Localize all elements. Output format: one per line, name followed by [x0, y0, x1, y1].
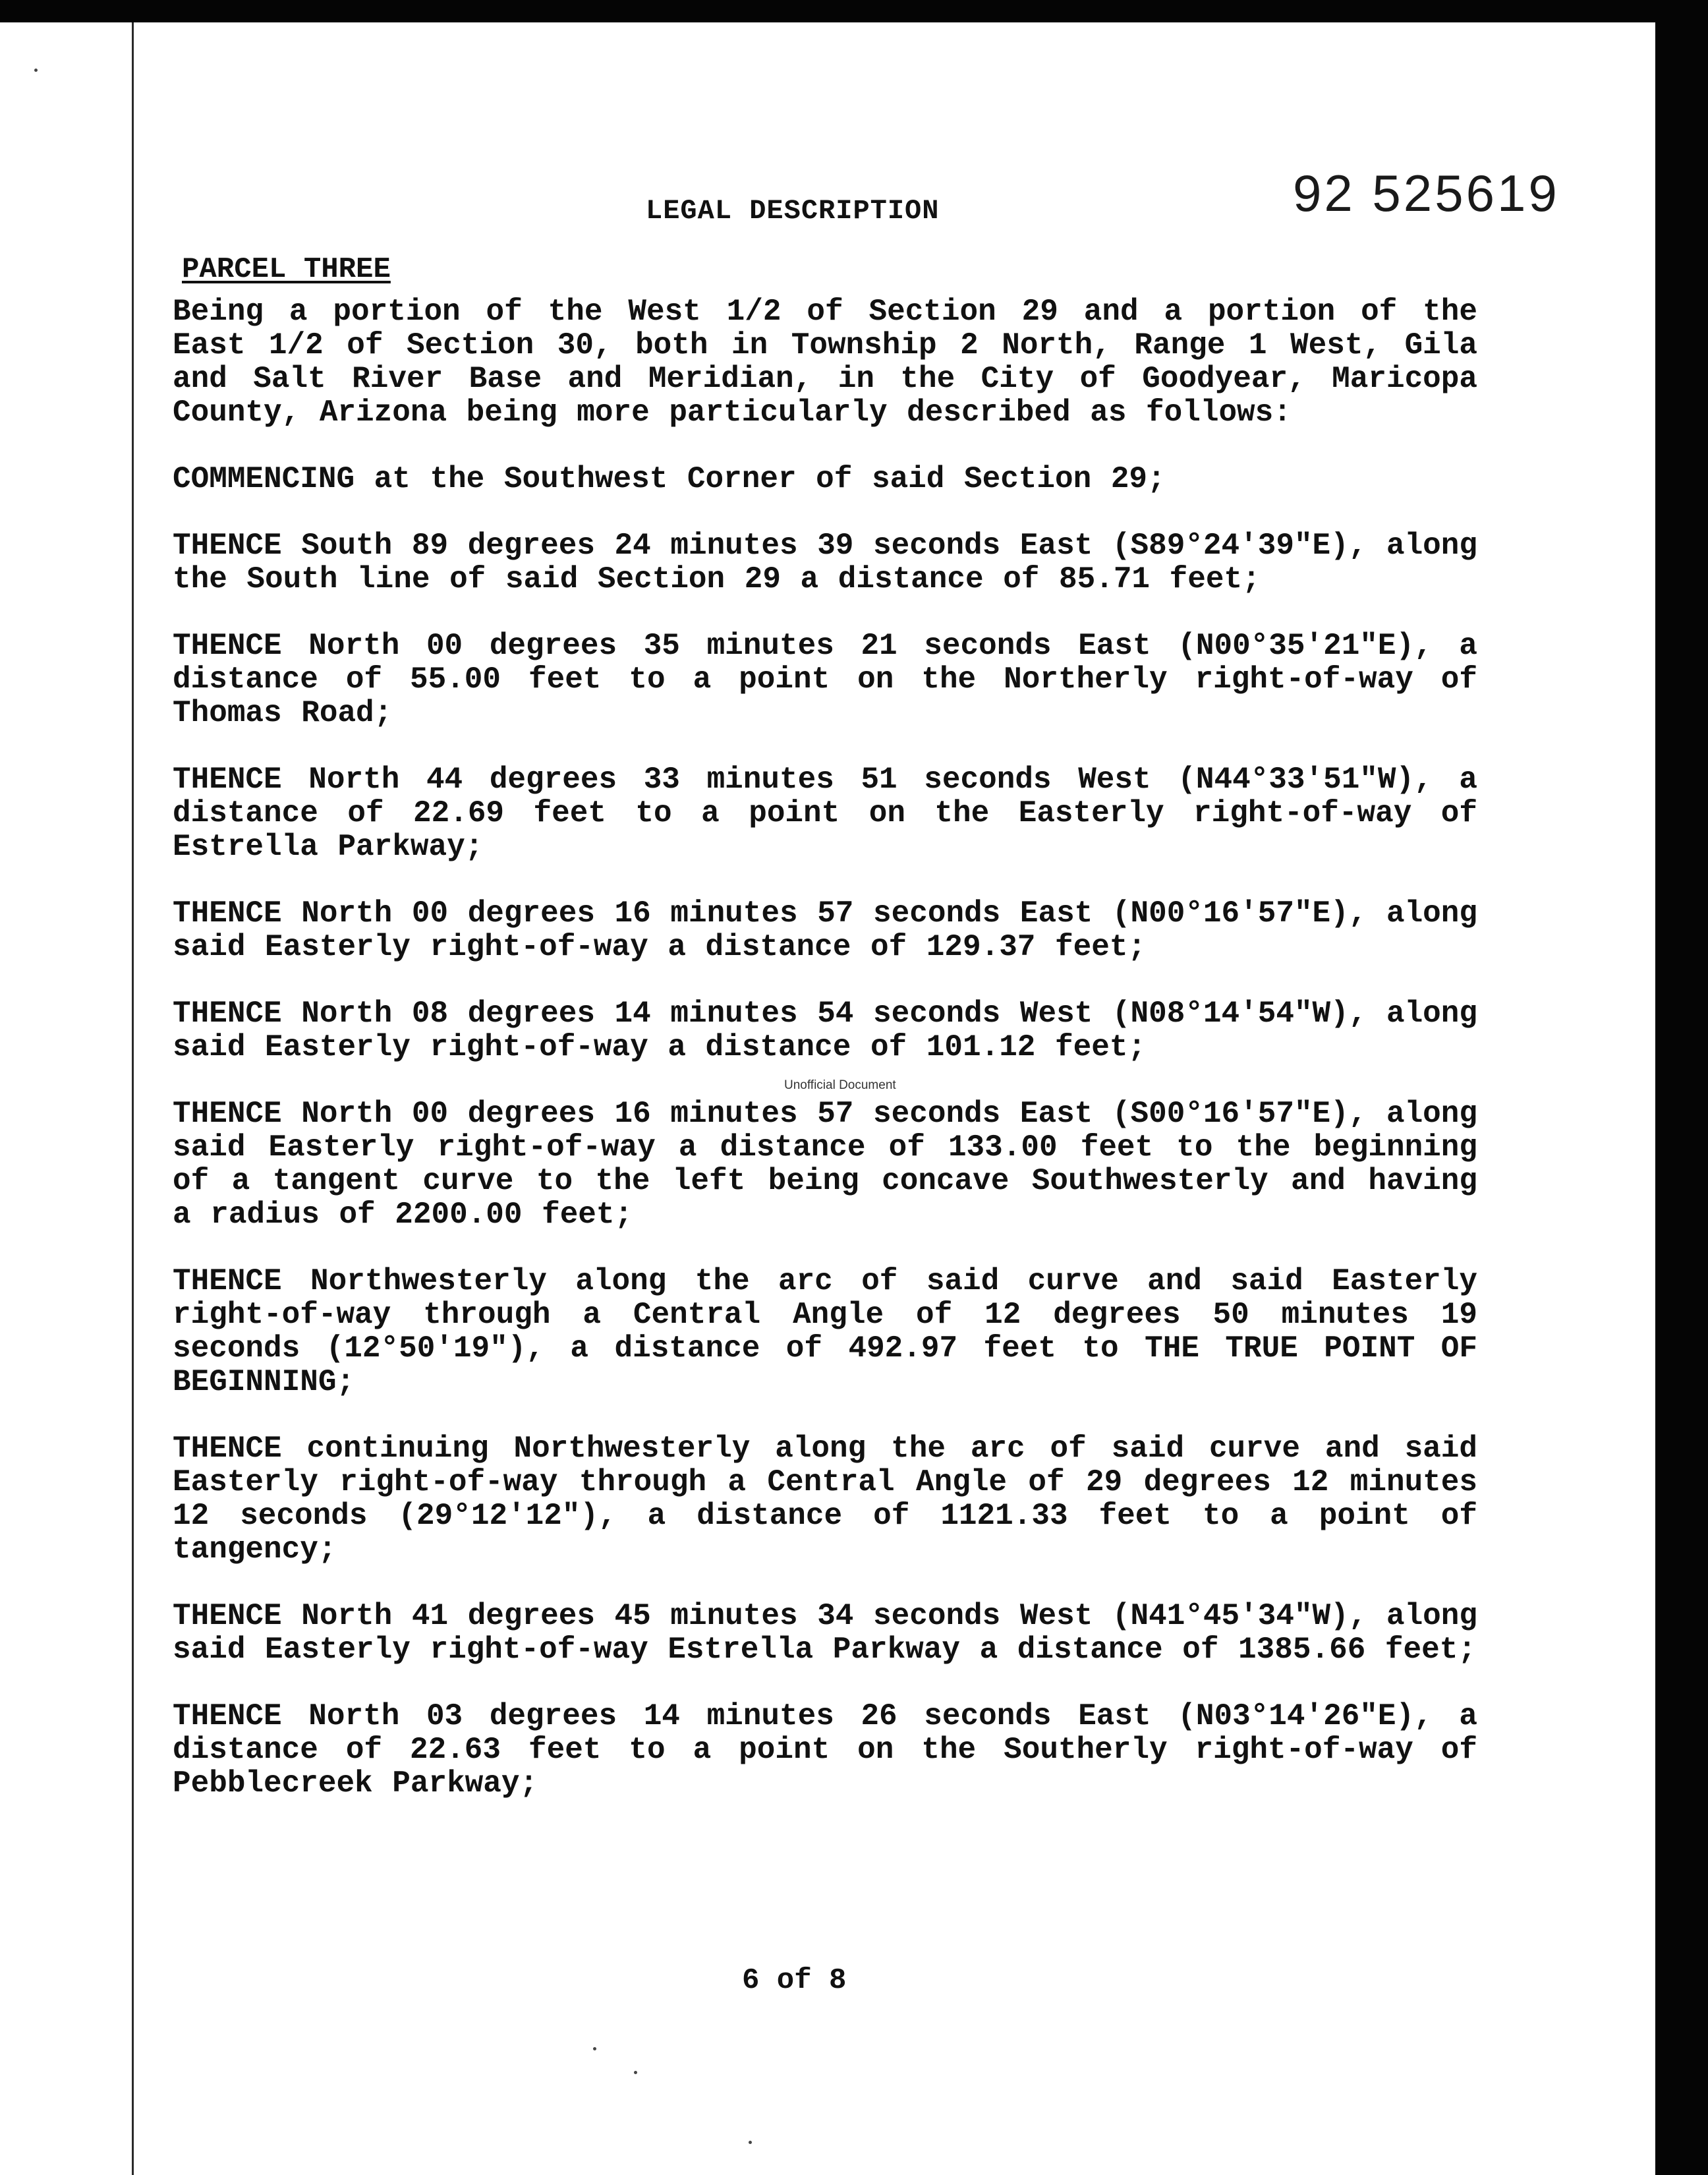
scan-right-border [1655, 0, 1708, 2175]
scan-speck [593, 2047, 596, 2050]
unofficial-document-watermark: Unofficial Document [784, 1078, 896, 1092]
page-number: 6 of 8 [742, 1964, 847, 1997]
thence-paragraph: THENCE North 03 degrees 14 minutes 26 seconds East (N03°14'26"E), a distance of 22.63 feet to a point on the Southerly right-of-way of Pebblecreek Parkway; [173, 1699, 1477, 1801]
thence-paragraph: THENCE South 89 degrees 24 minutes 39 seconds East (S89°24'39"E), along the South line of said Section 29 a distance of 85.71 feet; [173, 529, 1477, 596]
scan-left-edge-line [132, 22, 134, 2175]
thence-paragraph: THENCE North 00 degrees 16 minutes 57 seconds East (S00°16'57"E), along said Easterly right-of-way a distance of 133.00 feet to the beginning of a tangent curve to the left being concave Southwesterly and having a radius of 2200.00 feet; [173, 1097, 1477, 1232]
scan-speck [634, 2071, 637, 2074]
thence-paragraph: THENCE North 08 degrees 14 minutes 54 seconds West (N08°14'54"W), along said Easterly right-of-way a distance of 101.12 feet; [173, 997, 1477, 1064]
scan-speck [749, 2141, 752, 2144]
thence-paragraph: THENCE North 00 degrees 16 minutes 57 seconds East (N00°16'57"E), along said Easterly right-of-way a distance of 129.37 feet; [173, 896, 1477, 964]
scan-speck [34, 69, 38, 72]
scan-top-border [0, 0, 1708, 22]
intro-paragraph: Being a portion of the West 1/2 of Section 29 and a portion of the East 1/2 of Section 30, both in Township 2 North, Range 1 West, Gila and Salt River Base and Meridian, in the City of Goodyear, Maricopa County, Arizona being more particularly described as follows: [173, 295, 1477, 430]
parcel-heading: PARCEL THREE [182, 253, 391, 286]
thence-paragraph: THENCE North 41 degrees 45 minutes 34 seconds West (N41°45'34"W), along said Easterly right-of-way Estrella Parkway a distance of 1385.66 feet; [173, 1599, 1477, 1667]
thence-paragraph: THENCE continuing Northwesterly along the arc of said curve and said Easterly right-of-way through a Central Angle of 29 degrees 12 minutes 12 seconds (29°12'12"), a distance of 1121.33 feet to a point of tangency; [173, 1432, 1477, 1567]
document-title: LEGAL DESCRIPTION [646, 195, 940, 227]
recording-number: 92 525619 [1293, 164, 1560, 222]
thence-paragraph: THENCE Northwesterly along the arc of said curve and said Easterly right-of-way through a Central Angle of 12 degrees 50 minutes 19 seconds (12°50'19"), a distance of 492.97 feet to THE TRUE POINT OF BEGINNING; [173, 1264, 1477, 1399]
thence-paragraph: THENCE North 44 degrees 33 minutes 51 seconds West (N44°33'51"W), a distance of 22.69 feet to a point on the Easterly right-of-way of Estrella Parkway; [173, 763, 1477, 864]
legal-description-body [173, 295, 1477, 1834]
commencing-paragraph: COMMENCING at the Southwest Corner of said Section 29; [173, 462, 1166, 496]
thence-paragraph: THENCE North 00 degrees 35 minutes 21 seconds East (N00°35'21"E), a distance of 55.00 feet to a point on the Northerly right-of-way of Thomas Road; [173, 629, 1477, 730]
